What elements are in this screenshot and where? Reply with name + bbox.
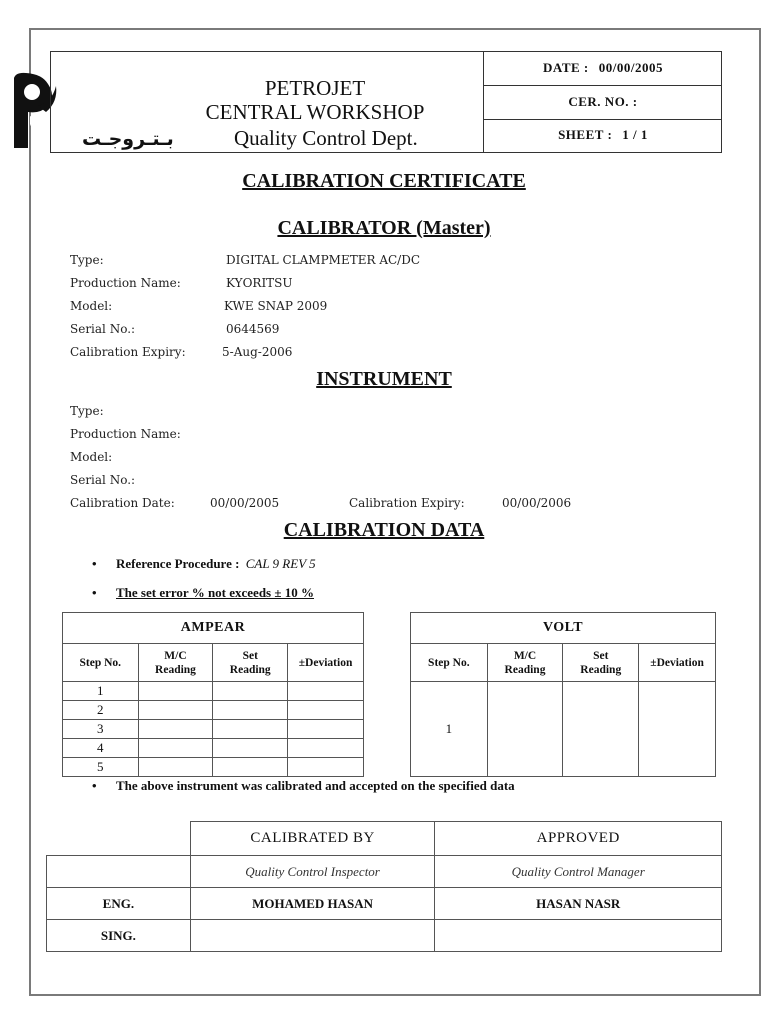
- ampear-dev-cell[interactable]: [288, 682, 364, 701]
- ampear-set-cell[interactable]: [213, 739, 288, 758]
- instrument-production-label: Production Name:: [70, 427, 181, 441]
- table-row: [47, 856, 722, 888]
- volt-dev-cell[interactable]: [639, 682, 716, 777]
- reference-procedure-label: Reference Procedure :: [116, 556, 240, 571]
- ampear-dev-cell[interactable]: [288, 758, 364, 777]
- bullet-dot: •: [92, 778, 97, 793]
- sheet-label: SHEET :: [558, 127, 613, 142]
- bullet-dot: •: [92, 585, 97, 600]
- table-row: [63, 701, 364, 720]
- volt-table: [410, 612, 716, 777]
- table-row: [63, 758, 364, 777]
- ampear-dev-cell[interactable]: [288, 739, 364, 758]
- workshop-name: CENTRAL WORKSHOP: [205, 100, 425, 124]
- instrument-cal-expiry-value: 00/00/2006: [502, 496, 572, 510]
- ampear-col-set: Set Reading: [213, 644, 288, 682]
- date-label: DATE :: [543, 60, 589, 75]
- ampear-mc-cell[interactable]: [138, 739, 213, 758]
- inspector-role: Quality Control Inspector: [190, 856, 435, 888]
- table-row: [47, 888, 722, 920]
- ampear-mc-cell[interactable]: [138, 758, 213, 777]
- company-name: PETROJET: [264, 76, 366, 100]
- volt-col-mc: M/C Reading: [487, 644, 563, 682]
- table-row: [63, 739, 364, 758]
- instrument-model-label: Model:: [70, 450, 113, 464]
- ampear-mc-cell[interactable]: [138, 682, 213, 701]
- signature-table: [46, 821, 722, 952]
- bullet-dot: •: [92, 556, 97, 571]
- sign-label: SING.: [47, 920, 191, 952]
- inspector-signature-cell[interactable]: [190, 920, 435, 952]
- date-value: 00/00/2005: [598, 60, 663, 75]
- table-row: [411, 613, 716, 644]
- ampear-col-step: Step No.: [63, 644, 139, 682]
- ampear-step: 1: [63, 682, 139, 701]
- instrument-cal-date-value: 00/00/2005: [210, 496, 280, 510]
- table-row: [63, 644, 364, 682]
- volt-col-step: Step No.: [411, 644, 488, 682]
- ampear-step: 5: [63, 758, 139, 777]
- ampear-table: [62, 612, 364, 777]
- volt-col-set: Set Reading: [563, 644, 639, 682]
- ampear-step: 2: [63, 701, 139, 720]
- date-row: [484, 51, 722, 86]
- header-title: [190, 76, 440, 124]
- volt-mc-cell[interactable]: [487, 682, 563, 777]
- volt-step: 1: [411, 682, 488, 777]
- ampear-set-cell[interactable]: [213, 720, 288, 739]
- ampear-mc-cell[interactable]: [138, 701, 213, 720]
- calibrator-expiry-value: 5-Aug-2006: [222, 345, 293, 359]
- ampear-dev-cell[interactable]: [288, 720, 364, 739]
- approved-header: APPROVED: [435, 822, 722, 856]
- calibrator-serial-label: Serial No.:: [70, 322, 136, 336]
- volt-col-deviation: ±Deviation: [639, 644, 716, 682]
- set-error-text: The set error % not exceeds ± 10 %: [116, 585, 315, 600]
- calibrator-production-label: Production Name:: [70, 276, 181, 290]
- table-row: [63, 682, 364, 701]
- sheet-row: [484, 118, 722, 152]
- manager-signature-cell[interactable]: [435, 920, 722, 952]
- department-name: Quality Control Dept.: [234, 126, 418, 150]
- table-row: [63, 613, 364, 644]
- calibration-data-heading: CALIBRATION DATA: [283, 519, 485, 541]
- ampear-col-deviation: ±Deviation: [288, 644, 364, 682]
- calibrator-model-label: Model:: [70, 299, 113, 313]
- ampear-mc-cell[interactable]: [138, 720, 213, 739]
- ampear-step: 3: [63, 720, 139, 739]
- calibrated-by-header: CALIBRATED BY: [190, 822, 435, 856]
- arabic-company-name: بـتـروجـت: [82, 128, 174, 150]
- calibrator-production-value: KYORITSU: [226, 276, 293, 290]
- header-info-panel: [483, 51, 722, 153]
- cer-row: [484, 85, 722, 120]
- table-row: [63, 720, 364, 739]
- ampear-title: AMPEAR: [63, 613, 364, 644]
- table-row: [47, 920, 722, 952]
- calibrator-type-label: Type:: [70, 253, 104, 267]
- accepted-note-text: The above instrument was calibrated and accepted on the specified data: [116, 778, 515, 793]
- instrument-serial-label: Serial No.:: [70, 473, 136, 487]
- table-row: [411, 644, 716, 682]
- table-row: [411, 682, 716, 777]
- calibrator-type-value: DIGITAL CLAMPMETER AC/DC: [226, 253, 421, 267]
- inspector-name: MOHAMED HASAN: [190, 888, 435, 920]
- instrument-type-label: Type:: [70, 404, 104, 418]
- ampear-step: 4: [63, 739, 139, 758]
- ampear-set-cell[interactable]: [213, 701, 288, 720]
- manager-role: Quality Control Manager: [435, 856, 722, 888]
- calibrator-model-value: KWE SNAP 2009: [224, 299, 328, 313]
- reference-procedure-value: CAL 9 REV 5: [245, 556, 316, 571]
- instrument-cal-expiry-label: Calibration Expiry:: [349, 496, 465, 510]
- calibrator-heading: CALIBRATOR (Master): [277, 217, 491, 239]
- calibrator-serial-value: 0644569: [226, 322, 280, 336]
- calibrator-expiry-label: Calibration Expiry:: [70, 345, 186, 359]
- ampear-col-mc: M/C Reading: [138, 644, 213, 682]
- table-row: [47, 822, 722, 856]
- ampear-dev-cell[interactable]: [288, 701, 364, 720]
- instrument-heading: INSTRUMENT: [316, 368, 452, 390]
- ampear-set-cell[interactable]: [213, 682, 288, 701]
- manager-name: HASAN NASR: [435, 888, 722, 920]
- ampear-set-cell[interactable]: [213, 758, 288, 777]
- sheet-value: 1 / 1: [622, 127, 648, 142]
- certificate-title: CALIBRATION CERTIFICATE: [242, 170, 526, 192]
- eng-label: ENG.: [47, 888, 191, 920]
- volt-set-cell[interactable]: [563, 682, 639, 777]
- instrument-cal-date-label: Calibration Date:: [70, 496, 175, 510]
- volt-title: VOLT: [411, 613, 716, 644]
- cer-label: CER. NO. :: [568, 94, 638, 109]
